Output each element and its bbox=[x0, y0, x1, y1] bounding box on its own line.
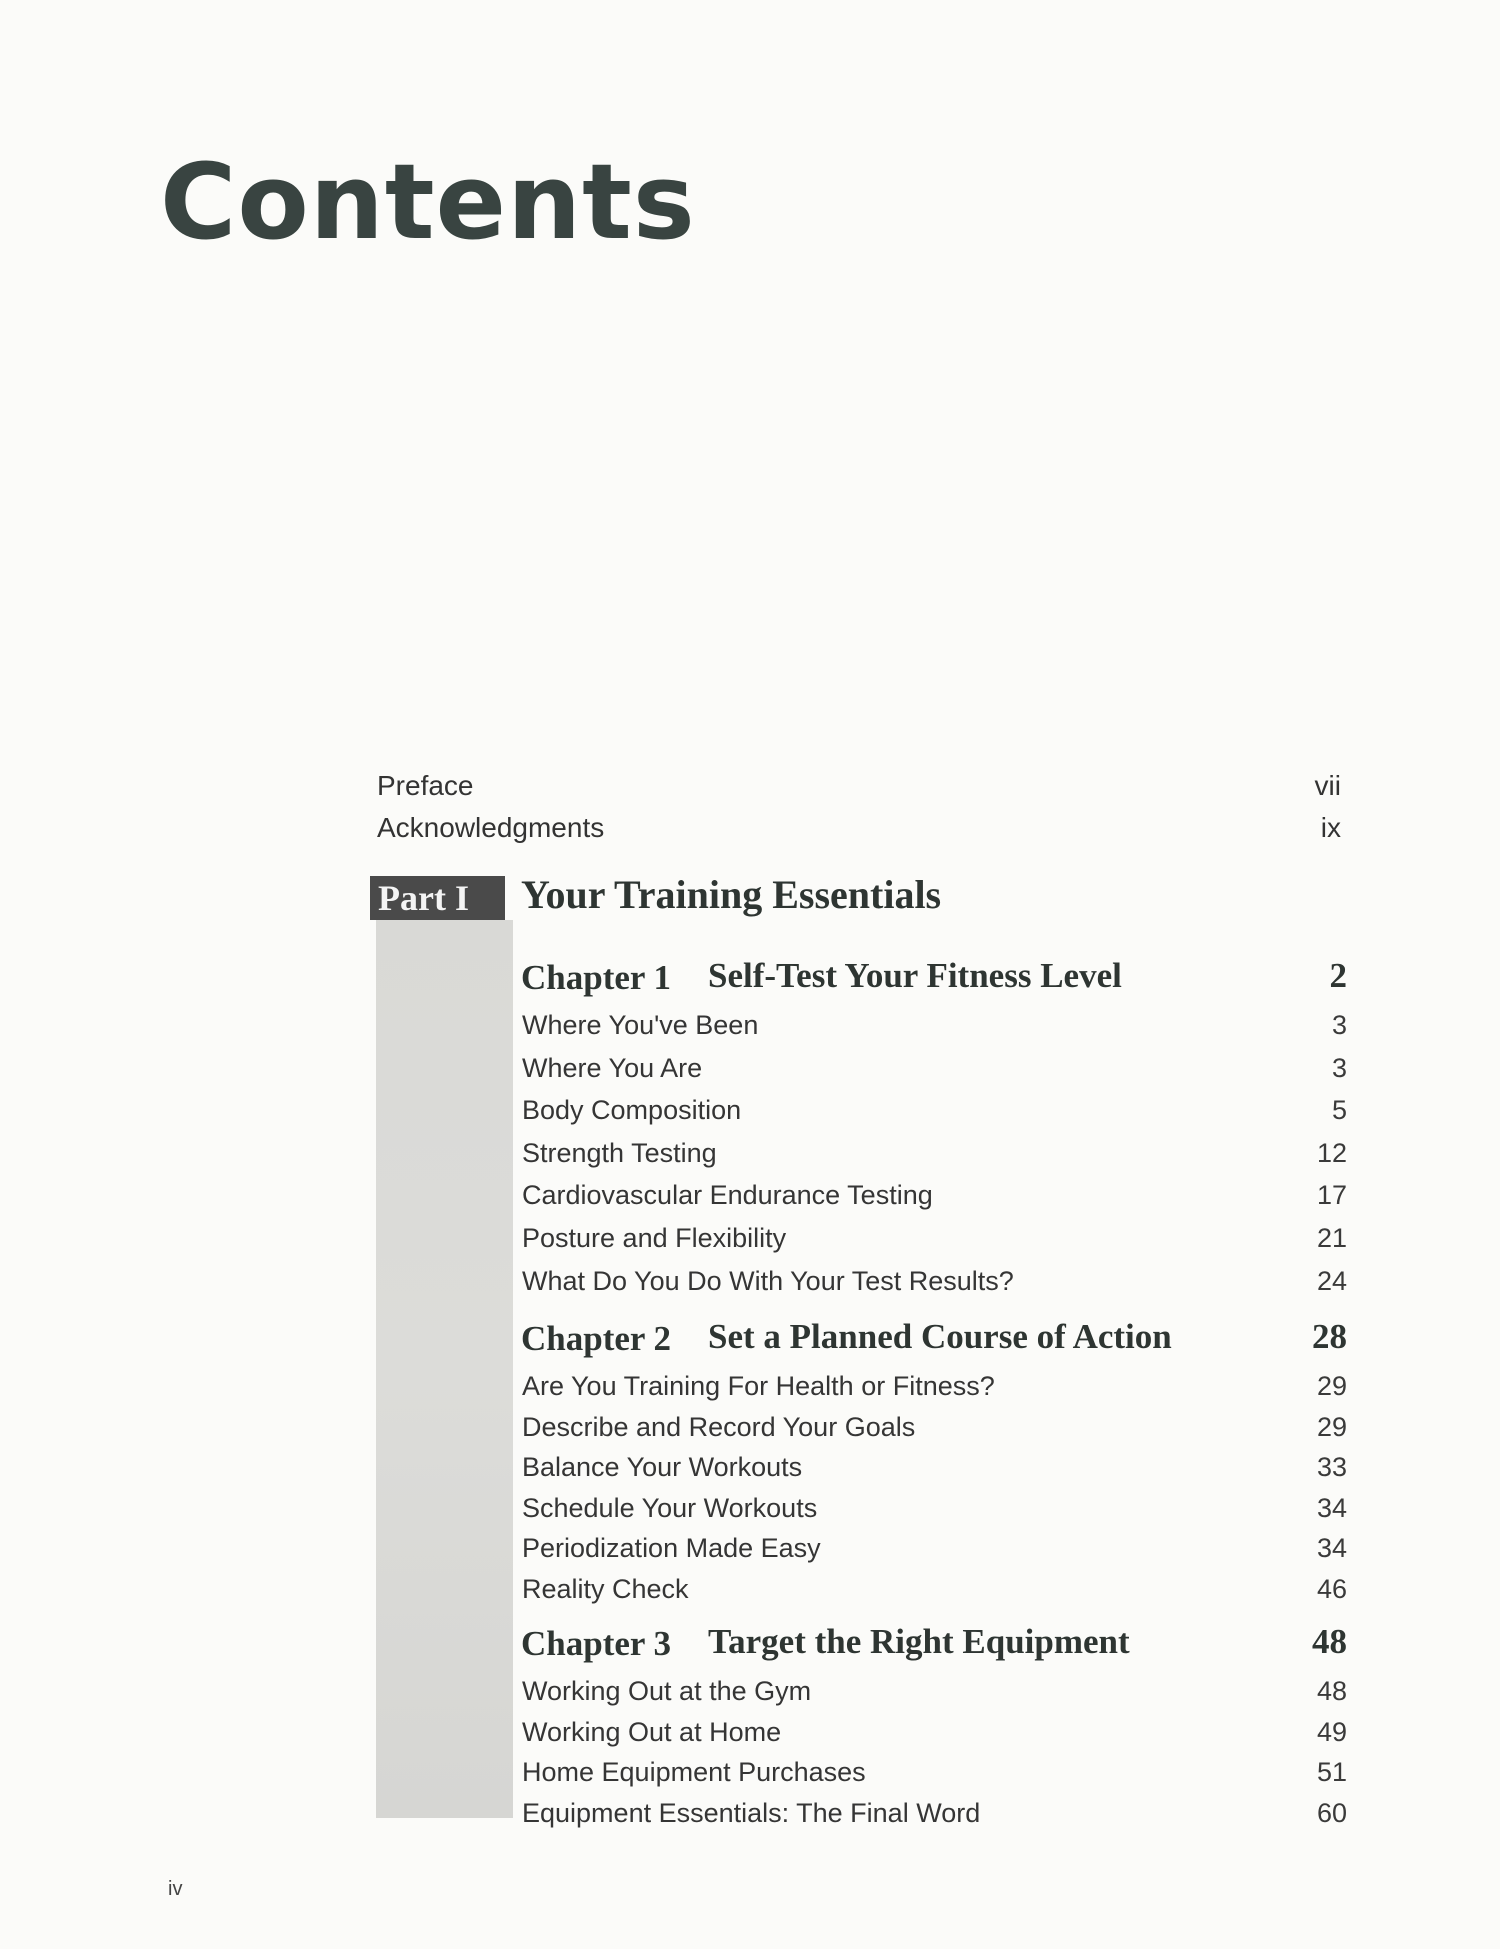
toc-entry-page: 49 bbox=[1316, 1716, 1347, 1747]
toc-entry[interactable] bbox=[521, 1002, 1347, 1045]
toc-entry-title: Reality Check bbox=[522, 1573, 689, 1604]
toc-entry-title: Schedule Your Workouts bbox=[522, 1492, 818, 1523]
toc-entry[interactable] bbox=[521, 1045, 1347, 1088]
toc-entry[interactable] bbox=[521, 1525, 1347, 1566]
toc-front-label: Acknowledgments bbox=[377, 812, 605, 843]
toc-entry-title: Body Composition bbox=[522, 1095, 742, 1126]
toc-entry-page: 34 bbox=[1316, 1533, 1347, 1563]
toc-entry-title: What Do You Do With Your Test Results? bbox=[522, 1265, 1014, 1296]
toc-entry-title: Posture and Flexibility bbox=[522, 1222, 787, 1253]
chapter-heading[interactable] bbox=[521, 952, 1347, 1002]
toc-entry[interactable] bbox=[521, 1444, 1347, 1485]
toc-entry-title: Cardiovascular Endurance Testing bbox=[522, 1180, 933, 1211]
toc-entry-page: 60 bbox=[1316, 1797, 1347, 1828]
toc-entry[interactable] bbox=[521, 1709, 1347, 1750]
chapter-number: Chapter 3 bbox=[521, 1624, 672, 1663]
toc-entry-title: Working Out at Home bbox=[522, 1716, 782, 1747]
chapter-3 bbox=[521, 1618, 1347, 1830]
toc-entry-page: 3 bbox=[1331, 1010, 1347, 1040]
chapter-heading[interactable] bbox=[521, 1313, 1347, 1363]
toc-entry-page: 17 bbox=[1316, 1180, 1347, 1211]
toc-entry[interactable] bbox=[521, 1172, 1347, 1215]
toc-entry-title: Are You Training For Health or Fitness? bbox=[522, 1371, 995, 1401]
toc-entry-page: 33 bbox=[1316, 1452, 1347, 1482]
toc-entry-page: 34 bbox=[1316, 1492, 1347, 1523]
toc-entry[interactable] bbox=[521, 1258, 1347, 1301]
chapter-number: Chapter 1 bbox=[521, 958, 672, 997]
toc-entry-page: 21 bbox=[1316, 1222, 1347, 1253]
part-title: Your Training Essentials bbox=[521, 872, 942, 917]
toc-entry[interactable] bbox=[521, 1130, 1347, 1173]
toc-entry-title: Periodization Made Easy bbox=[522, 1533, 821, 1563]
chapter-title: Set a Planned Course of Action bbox=[708, 1317, 1172, 1356]
toc-entry-title: Where You've Been bbox=[522, 1010, 759, 1040]
toc-entry-page: 48 bbox=[1316, 1676, 1347, 1706]
toc-front-label: Preface bbox=[377, 770, 474, 801]
toc-entry[interactable] bbox=[521, 1215, 1347, 1258]
toc-entry-title: Home Equipment Purchases bbox=[522, 1757, 866, 1787]
toc-entry-page: 24 bbox=[1316, 1265, 1347, 1296]
part-sidebar-bar bbox=[376, 920, 513, 1818]
toc-entry-page: 51 bbox=[1316, 1757, 1347, 1787]
part-label-tab: Part I bbox=[370, 876, 505, 920]
toc-entry-page: 3 bbox=[1331, 1052, 1347, 1083]
toc-front-page: ix bbox=[1320, 812, 1341, 843]
chapter-1 bbox=[521, 952, 1347, 1300]
toc-entry-title: Balance Your Workouts bbox=[522, 1452, 803, 1482]
chapter-2 bbox=[521, 1313, 1347, 1606]
toc-entry-page: 29 bbox=[1316, 1371, 1347, 1401]
toc-entry-page: 5 bbox=[1331, 1095, 1347, 1126]
toc-entry[interactable] bbox=[521, 1485, 1347, 1526]
toc-entry[interactable] bbox=[521, 1749, 1347, 1790]
toc-entry-page: 29 bbox=[1316, 1411, 1347, 1442]
toc-entry-title: Equipment Essentials: The Final Word bbox=[522, 1797, 981, 1828]
chapter-title: Self-Test Your Fitness Level bbox=[708, 956, 1122, 995]
toc-entry[interactable] bbox=[521, 1566, 1347, 1607]
toc-front-page: vii bbox=[1314, 770, 1341, 801]
toc-entry[interactable] bbox=[521, 1404, 1347, 1445]
chapter-number: Chapter 2 bbox=[521, 1319, 672, 1358]
page-title: Contents bbox=[160, 141, 696, 263]
toc-entry[interactable] bbox=[521, 1363, 1347, 1404]
toc-entry[interactable] bbox=[521, 1668, 1347, 1709]
toc-entry-title: Describe and Record Your Goals bbox=[522, 1411, 916, 1442]
toc-entry[interactable] bbox=[521, 1087, 1347, 1130]
toc-entry-page: 46 bbox=[1316, 1573, 1347, 1604]
chapter-heading[interactable] bbox=[521, 1618, 1347, 1668]
toc-entry-page: 12 bbox=[1316, 1137, 1347, 1168]
page-folio: iv bbox=[168, 1878, 183, 1900]
toc-entry-title: Where You Are bbox=[522, 1052, 703, 1083]
toc-entry[interactable] bbox=[521, 1790, 1347, 1831]
chapter-title: Target the Right Equipment bbox=[708, 1622, 1130, 1661]
chapter-page: 28 bbox=[1312, 1317, 1347, 1356]
toc-entry-title: Working Out at the Gym bbox=[522, 1676, 812, 1706]
chapter-page: 2 bbox=[1329, 956, 1347, 995]
chapter-page: 48 bbox=[1312, 1622, 1347, 1661]
toc-entry-title: Strength Testing bbox=[522, 1137, 717, 1168]
